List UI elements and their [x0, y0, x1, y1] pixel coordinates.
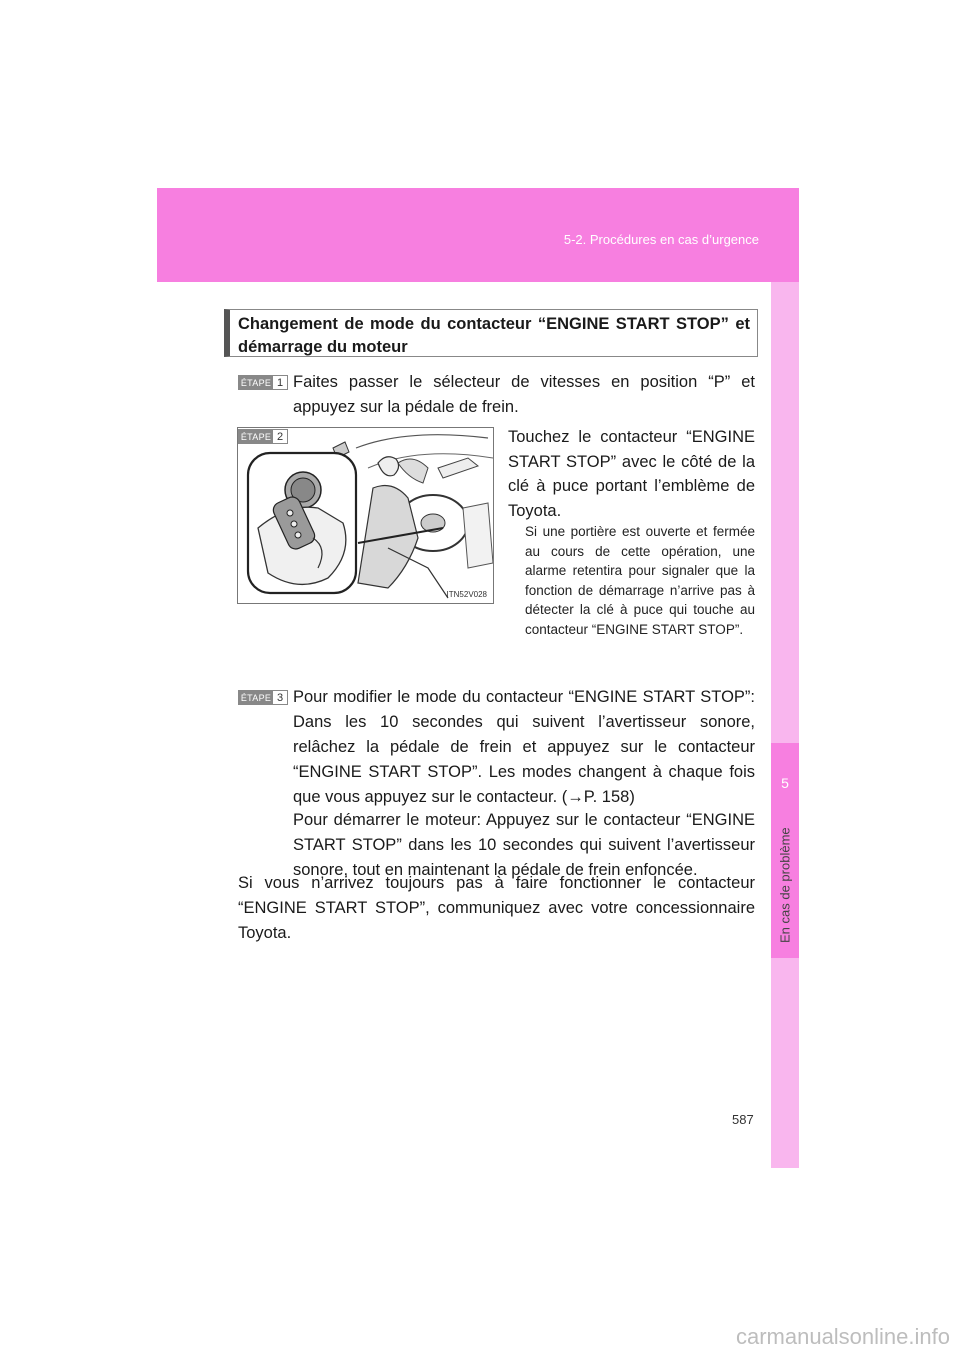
step-3-badge [238, 690, 288, 705]
step-3-text-start: Pour démarrer le moteur: Appuyez sur le contacteur “ENGINE START STOP” dans les 10 secondes qui suivent l’avertisseur sonore, tout en maintenant la pédale de frein enfoncée. [293, 811, 755, 879]
step-label: ÉTAPE [240, 431, 272, 442]
step-2-badge [238, 429, 288, 444]
chapter-number: 5 [781, 775, 789, 791]
side-tab [771, 282, 799, 1168]
step-1-text: Faites passer le sélecteur de vitesses en position “P” et appuyez sur la pédale de frein. [293, 373, 755, 416]
step-label: ÉTAPE [240, 692, 272, 703]
closing-paragraph: Si vous n’arrivez toujours pas à faire fonctionner le contacteur “ENGINE START STOP”, communiquez avec votre concessionnaire Toyota. [238, 874, 755, 942]
step-1-badge [238, 375, 288, 390]
step-label: ÉTAPE [240, 377, 272, 388]
step-number: 2 [273, 430, 287, 443]
chapter-title: En cas de problème [777, 827, 793, 943]
page-number: 587 [732, 1112, 754, 1127]
section-header: 5-2. Procédures en cas d’urgence [563, 232, 759, 247]
step-number: 1 [273, 376, 287, 389]
step-number: 3 [273, 691, 287, 704]
step-2-note: Si une portière est ouverte et fermée au cours de cette opération, une alarme retentira pour signaler que la fonction de démarrage n’arrive pas à détecter la clé à puce qui touche au contacteur “ENGINE START STOP”. [525, 524, 755, 637]
section-title-box [224, 309, 758, 357]
step-2-text: Touchez le contacteur “ENGINE START STOP” avec le côté de la clé à puce portant l’emblème de Toyota. [508, 428, 755, 520]
watermark: carmanualsonline.info [735, 1324, 950, 1349]
section-title: Changement de mode du contacteur “ENGINE START STOP” et démarrage du moteur [238, 315, 750, 356]
step-3-text: Pour modifier le mode du contacteur “ENGINE START STOP”: Dans les 10 secondes qui suivent l’avertisseur sonore, relâchez la pédale de frein et appuyez sur le contacteur “ENGINE START STOP”. Les modes changent à chaque fois que vous appuyez sur le contacteur. (→P. 158) [293, 688, 755, 806]
driver-smart-key-illustration [238, 428, 494, 604]
key-touch-illustration [237, 427, 494, 604]
header-band [157, 188, 799, 282]
figure-code: ITN52V028 [446, 590, 487, 599]
